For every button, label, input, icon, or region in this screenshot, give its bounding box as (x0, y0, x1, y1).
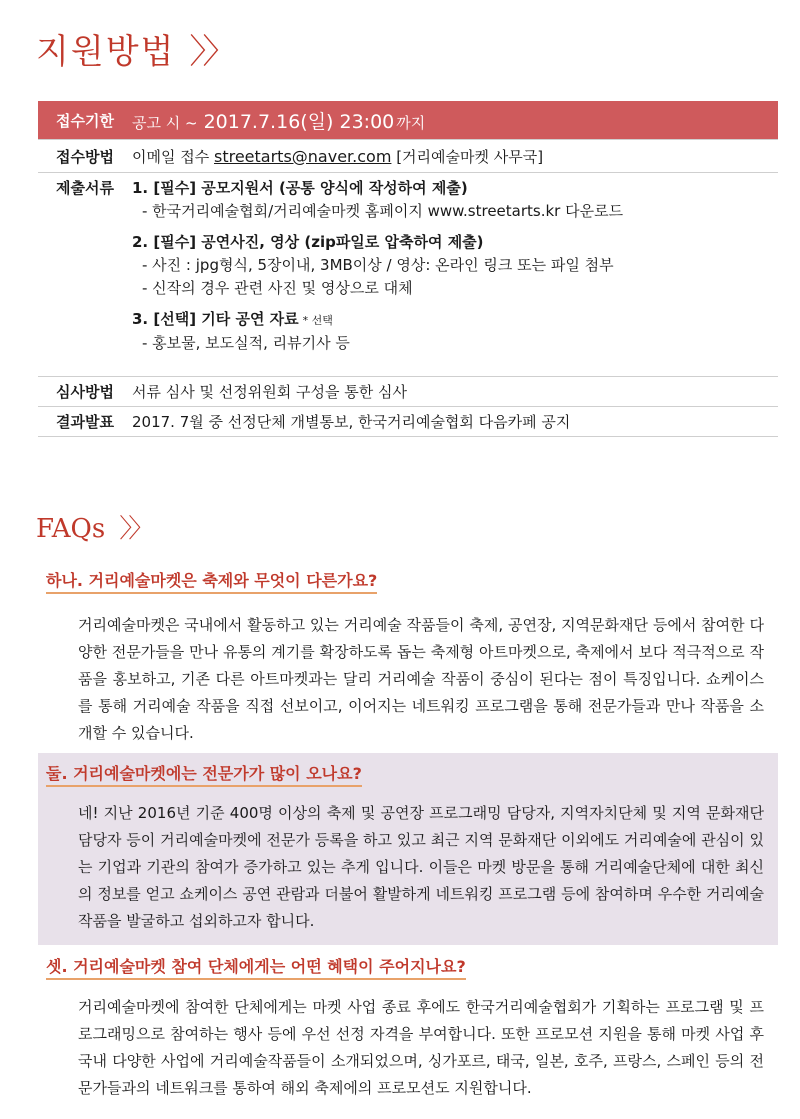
faq-answer: 네! 지난 2016년 기준 400명 이상의 축제 및 공연장 프로그래밍 담당자, 지역자치단체 및 지역 문화재단 담당자 등이 거리예술마켓에 전문가 등록을 하고 있고 최근 지역 문화재단 이외에도 거리예술에 관심이 있는 기업과 기관의 참여가 증가하고 있는 추게 입니다. 이들은 마켓 방문을 통해 거리예술단체에 대한 최신의 정보를 얻고 쇼케이스 공연 관람과 더불어 활발하게 네트워킹 프로그램 등에 참여하며 우수한 거리예술 작품을 발굴하고 섭외하고자 합니다. (78, 804, 764, 930)
deadline-suffix: 까지 (396, 113, 426, 132)
method-row (38, 139, 778, 173)
review-row (38, 377, 778, 407)
faq-question (38, 951, 778, 983)
document-heading: 2. [필수] 공연사진, 영상 (zip파일로 압축하여 제출) (132, 233, 484, 251)
faq-answer: 거리예술마켓은 국내에서 활동하고 있는 거리예술 작품들이 축제, 공연장, 지역문화재단 등에서 참여한 다양한 전문가들을 만나 유통의 계기를 확장하도록 돕는 축제형 아트마켓으로, 축제에서 보다 적극적으로 작품을 홍보하고, 기존 다른 아트마켓과는 달리 거리예술 작품이 중심이 된다는 점이 특징입니다. 쇼케이스를 통해 거리예술 작품을 직접 선보이고, 이어지는 네트워킹 프로그램을 통해 전문가들과 만나 작품을 소개할 수 있습니다. (78, 616, 764, 742)
section-title-application (36, 24, 232, 73)
faq-question-text: 셋. 거리예술마켓 참여 단체에게는 어떤 혜택이 주어지나요? (46, 954, 466, 980)
document-heading-text: 3. [선택] 기타 공연 자료 (132, 310, 299, 328)
method-office: [거리예술마켓 사무국] (396, 147, 544, 166)
deadline-content (132, 107, 778, 134)
double-chevron-icon: 〉〉 (189, 32, 233, 72)
documents-label: 제출서류 (56, 179, 114, 197)
method-text: 이메일 접수 (132, 147, 210, 166)
faq-question-text: 둘. 거리예술마켓에는 전문가가 많이 오나요? (46, 761, 362, 787)
deadline-date: 2017.7.16(일) 23:00 (203, 110, 395, 133)
deadline-label: 접수기한 (56, 111, 114, 130)
result-content: 2017. 7월 중 선정단체 개별통보, 한국거리예술협회 다음카페 공지 (132, 413, 571, 431)
result-row (38, 407, 778, 437)
faq-question-text: 하나. 거리예술마켓은 축제와 무엇이 다른가요? (46, 568, 377, 594)
application-info-table (38, 101, 778, 437)
document-detail: - 홍보물, 보도실적, 리뷰기사 등 (142, 334, 350, 352)
document-detail: - 사진 : jpg형식, 5장이내, 3MB이상 / 영상: 온라인 링크 또는 파일 첨부 (142, 256, 614, 274)
email-link[interactable]: streetarts@naver.com (214, 146, 392, 166)
document-item (132, 231, 778, 300)
review-label: 심사방법 (56, 383, 114, 401)
document-detail: - 신작의 경우 관련 사진 및 영상으로 대체 (142, 279, 413, 297)
review-content: 서류 심사 및 선정위원회 구성을 통한 심사 (132, 383, 407, 401)
document-item (132, 177, 778, 223)
document-heading: 1. [필수] 공모지원서 (공통 양식에 작성하여 제출) (132, 179, 468, 197)
deadline-row (38, 101, 778, 139)
section-title-text: 지원방법 (36, 32, 176, 72)
faq-question (38, 758, 778, 790)
section-title-faqs (36, 508, 150, 545)
section-title-text: FAQs (36, 514, 106, 544)
method-content (132, 146, 778, 167)
result-label: 결과발표 (56, 413, 114, 431)
document-detail: - 한국거리예술협회/거리예술마켓 홈페이지 www.streetarts.kr 다운로드 (142, 202, 624, 220)
optional-note: * 선택 (302, 314, 333, 327)
document-heading (132, 308, 778, 332)
document-item (132, 308, 778, 355)
method-label: 접수방법 (56, 147, 114, 166)
double-chevron-icon: 〉〉 (119, 514, 151, 544)
documents-row (38, 173, 778, 377)
faq-question (38, 565, 778, 597)
faq-answer: 거리예술마켓에 참여한 단체에게는 마켓 사업 종료 후에도 한국거리예술협회가 기획하는 프로그램 및 프로그래밍으로 참여하는 행사 등에 우선 선정 자격을 부여합니다. 또한 프로모션 지원을 통해 마켓 사업 후 국내 다양한 사업에 거리예술작품들이 소개되었으며, 싱가포르, 태국, 일본, 호주, 프랑스, 스페인 등의 전문가들과의 네트워크를 통하여 해외 축제에의 프로모션도 지원합니다. (78, 998, 764, 1097)
deadline-prefix: 공고 시 ~ (132, 113, 198, 132)
documents-content (132, 177, 778, 376)
